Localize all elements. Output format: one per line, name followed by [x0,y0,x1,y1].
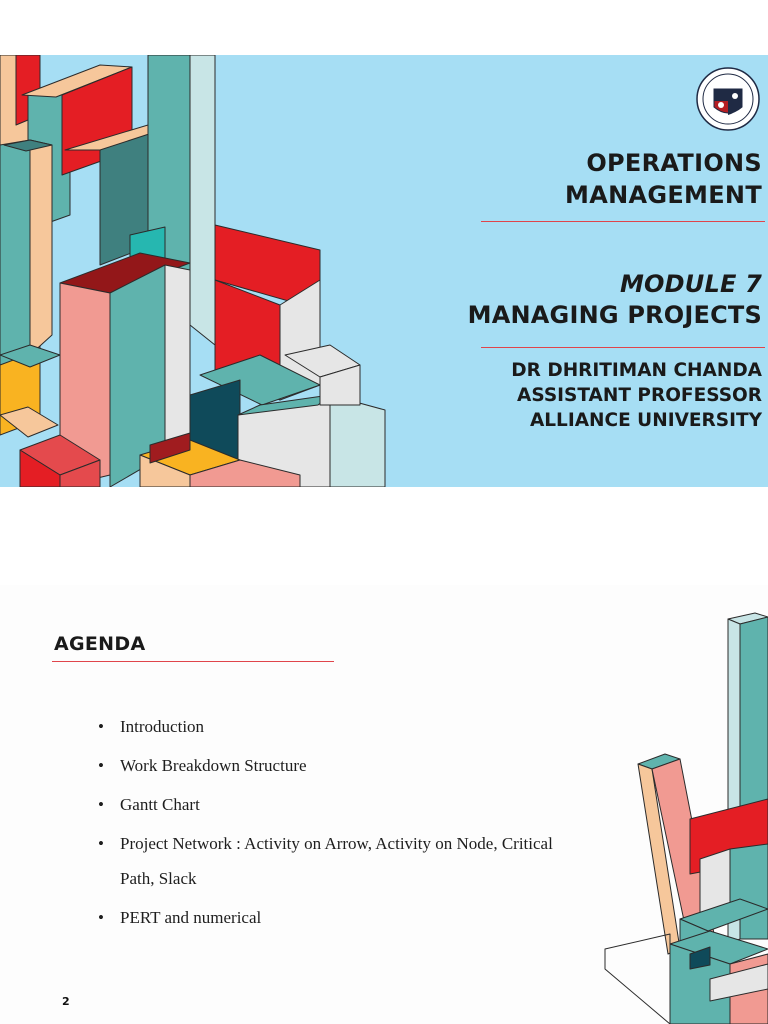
agenda-item [98,900,568,935]
title-slide [0,55,768,487]
agenda-item [98,787,568,822]
course-title [565,147,762,211]
agenda-item [98,709,568,744]
course-title-line2: MANAGEMENT [565,181,762,209]
author-name: DR DHRITIMAN CHANDA [511,360,762,381]
module-title [468,269,762,331]
module-label: MODULE 7 [619,270,762,298]
bullet-icon: • [98,756,104,775]
agenda-slide [0,585,768,1024]
agenda-list [98,709,568,939]
decorative-buildings-illustration-small [590,609,768,1024]
agenda-item [98,826,568,896]
alliance-university-logo [696,67,760,131]
agenda-item-text: Work Breakdown Structure [120,756,307,775]
agenda-heading: AGENDA [54,633,146,655]
course-title-line1: OPERATIONS [586,149,762,177]
agenda-divider [52,661,334,662]
agenda-item-text: Introduction [120,717,205,736]
bullet-icon: • [98,834,104,853]
agenda-item-text: Gantt Chart [120,795,200,814]
module-name: MANAGING PROJECTS [467,301,762,329]
agenda-item-text: PERT and numerical [120,908,262,927]
bullet-icon: • [98,795,104,814]
agenda-item [98,748,568,783]
bullet-icon: • [98,717,104,736]
title-divider [481,221,765,222]
bullet-icon: • [98,908,104,927]
decorative-buildings-illustration [0,55,390,487]
agenda-item-text: Project Network : Activity on Arrow, Activity on Node, Critical Path, Slack [120,834,553,888]
page-number: 2 [62,995,70,1008]
author-block [511,358,762,433]
author-org: ALLIANCE UNIVERSITY [529,410,762,431]
author-role: ASSISTANT PROFESSOR [517,385,762,406]
module-divider [481,347,765,348]
